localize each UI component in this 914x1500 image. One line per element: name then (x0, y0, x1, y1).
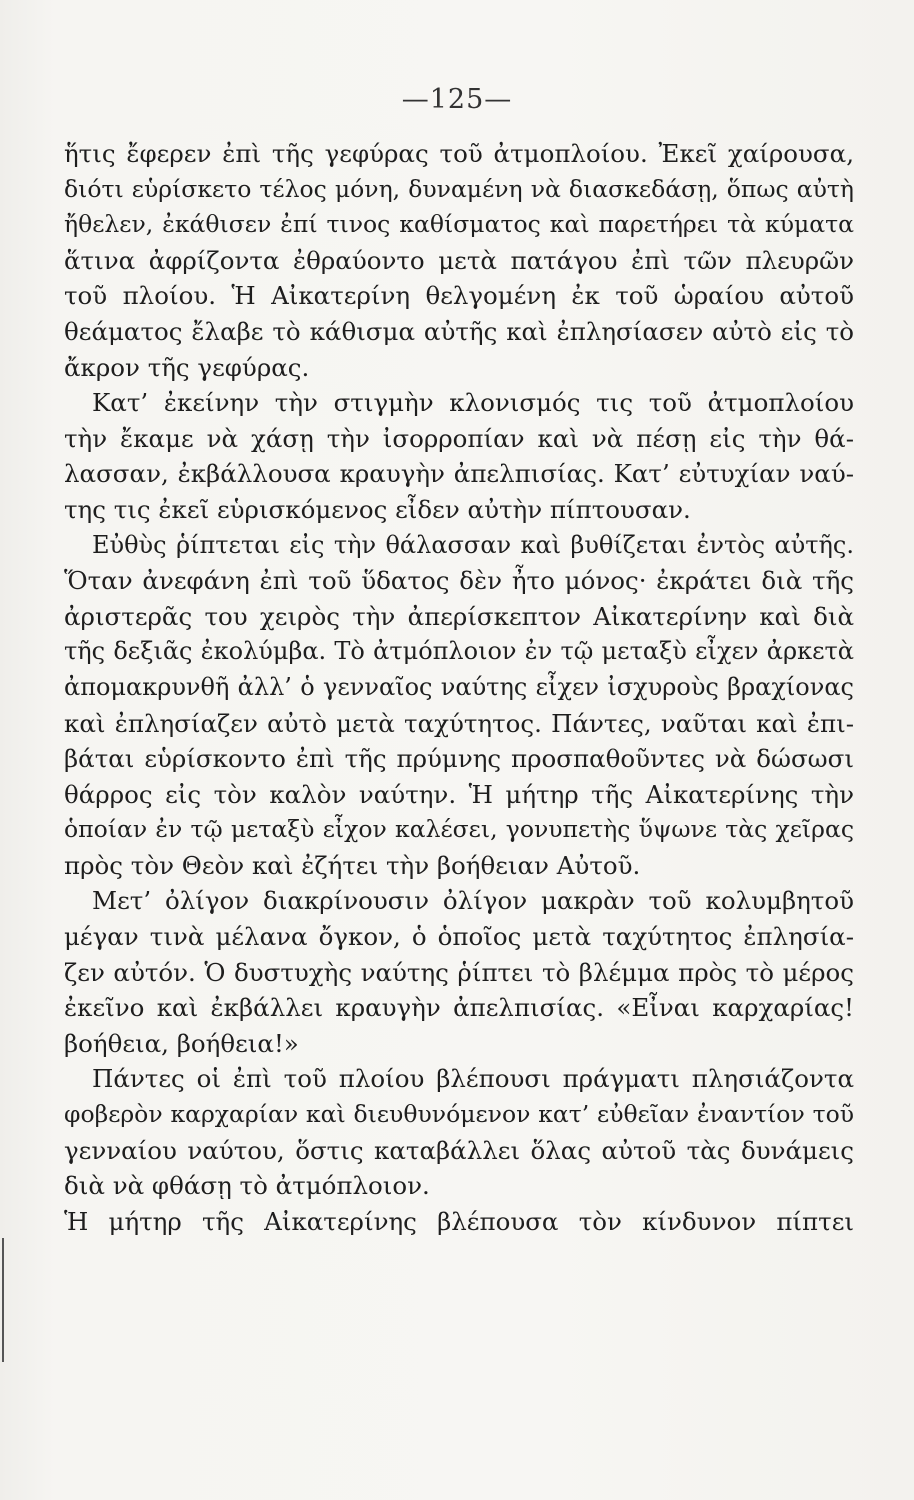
margin-rule (2, 1238, 4, 1362)
text-line: γενναίου ναύτου, ὅστις καταβάλλει ὅλας αὐτοῦ τὰς δυνάμεις (64, 1135, 854, 1165)
text-line: Ἡ μήτηρ τῆς Αἰκατερίνης βλέπουσα τὸν κίνδυνον πίπτει (64, 1206, 854, 1236)
text-line: Πάντες οἱ ἐπὶ τοῦ πλοίου βλέπουσι πράγματι πλησιάζοντα (92, 1064, 854, 1094)
text-line: της τις ἐκεῖ εὑρισκόμενος εἶδεν αὐτὴν πίπτουσαν. (64, 494, 691, 524)
text-line: Κατ’ ἐκείνην τὴν στιγμὴν κλονισμός τις τοῦ ἀτμοπλοίου (92, 388, 854, 418)
text-line: πρὸς τὸν Θεὸν καὶ ἐζήτει τὴν βοήθειαν Αὐτοῦ. (64, 850, 641, 880)
text-line: τῆς δεξιᾶς ἐκολύμβα. Τὸ ἀτμόπλοιον ἐν τῷ μεταξὺ εἶχεν ἀρκετὰ (64, 637, 854, 666)
text-line: μέγαν τινὰ μέλανα ὄγκον, ὁ ὁποῖος μετὰ ταχύτητος ἐπλησία- (64, 922, 854, 952)
text-line: ὁποίαν ἐν τῷ μεταξὺ εἶχον καλέσει, γονυπετὴς ὕψωνε τὰς χεῖρας (64, 815, 854, 844)
text-line: ζεν αὐτόν. Ὁ δυστυχὴς ναύτης ῥίπτει τὸ βλέμμα πρὸς τὸ μέρος (64, 957, 854, 987)
text-line: διὰ νὰ φθάσῃ τὸ ἀτμόπλοιον. (64, 1171, 430, 1201)
text-line: Εὐθὺς ῥίπτεται εἰς τὴν θάλασσαν καὶ βυθίζεται ἐντὸς αὐτῆς. (92, 530, 854, 559)
text-line: ἀριστερᾶς του χειρὸς τὴν ἀπερίσκεπτον Αἰκατερίνην καὶ διὰ (64, 601, 854, 631)
text-line: φοβερὸν καρχαρίαν καὶ διευθυνόμενον κατ’ εὐθεῖαν ἐναντίον τοῦ (64, 1100, 854, 1129)
text-line: λασσαν, ἐκβάλλουσα κραυγὴν ἀπελπισίας. Κατ’ εὐτυχίαν ναύ- (64, 459, 854, 489)
text-line: ἄκρον τῆς γεφύρας. (64, 352, 310, 382)
text-line: βάται εὑρίσκοντο ἐπὶ τῆς πρύμνης προσπαθοῦντες νὰ δώσωσι (64, 744, 854, 774)
text-line: τοῦ πλοίου. Ἡ Αἰκατερίνη θελγομένη ἐκ τοῦ ὡραίου αὐτοῦ (64, 281, 854, 311)
text-line: ἤθελεν, ἐκάθισεν ἐπί τινος καθίσματος καὶ παρετήρει τὰ κύματα (64, 210, 854, 239)
text-line: ἅτινα ἀφρίζοντα ἐθραύοντο μετὰ πατάγου ἐπὶ τῶν πλευρῶν (64, 245, 854, 275)
text-line: Μετ’ ὀλίγον διακρίνουσιν ὀλίγον μακρὰν τοῦ κολυμβητοῦ (92, 886, 854, 916)
text-line: τὴν ἔκαμε νὰ χάσῃ τὴν ἰσορροπίαν καὶ νὰ πέσῃ εἰς τὴν θά- (64, 423, 854, 453)
page-number: —125— (401, 84, 513, 115)
text-line: ἀπομακρυνθῆ ἀλλ’ ὁ γενναῖος ναύτης εἶχεν ἰσχυροὺς βραχίονας (64, 672, 854, 701)
text-line: θάρρος εἰς τὸν καλὸν ναύτην. Ἡ μήτηρ τῆς Αἰκατερίνης τὴν (64, 779, 854, 809)
text-line: καὶ ἐπλησίαζεν αὐτὸ μετὰ ταχύτητος. Πάντες, ναῦται καὶ ἐπι- (64, 708, 854, 738)
text-line: ἐκεῖνο καὶ ἐκβάλλει κραυγὴν ἀπελπισίας. «Εἶναι καρχαρίας! (64, 993, 854, 1023)
body-text (64, 136, 854, 1239)
text-line: θεάματος ἔλαβε τὸ κάθισμα αὐτῆς καὶ ἐπλησίασεν αὐτὸ εἰς τὸ (64, 316, 854, 346)
text-line: διότι εὑρίσκετο τέλος μόνη, δυναμένη νὰ διασκεδάσῃ, ὅπως αὐτὴ (64, 174, 854, 203)
text-line: ἥτις ἔφερεν ἐπὶ τῆς γεφύρας τοῦ ἀτμοπλοίου. Ἐκεῖ χαίρουσα, (64, 139, 854, 168)
text-line: βοήθεια, βοήθεια!» (64, 1028, 299, 1058)
text-line: Ὅταν ἀνεφάνη ἐπὶ τοῦ ὕδατος δὲν ἦτο μόνος· ἐκράτει διὰ τῆς (64, 566, 854, 596)
